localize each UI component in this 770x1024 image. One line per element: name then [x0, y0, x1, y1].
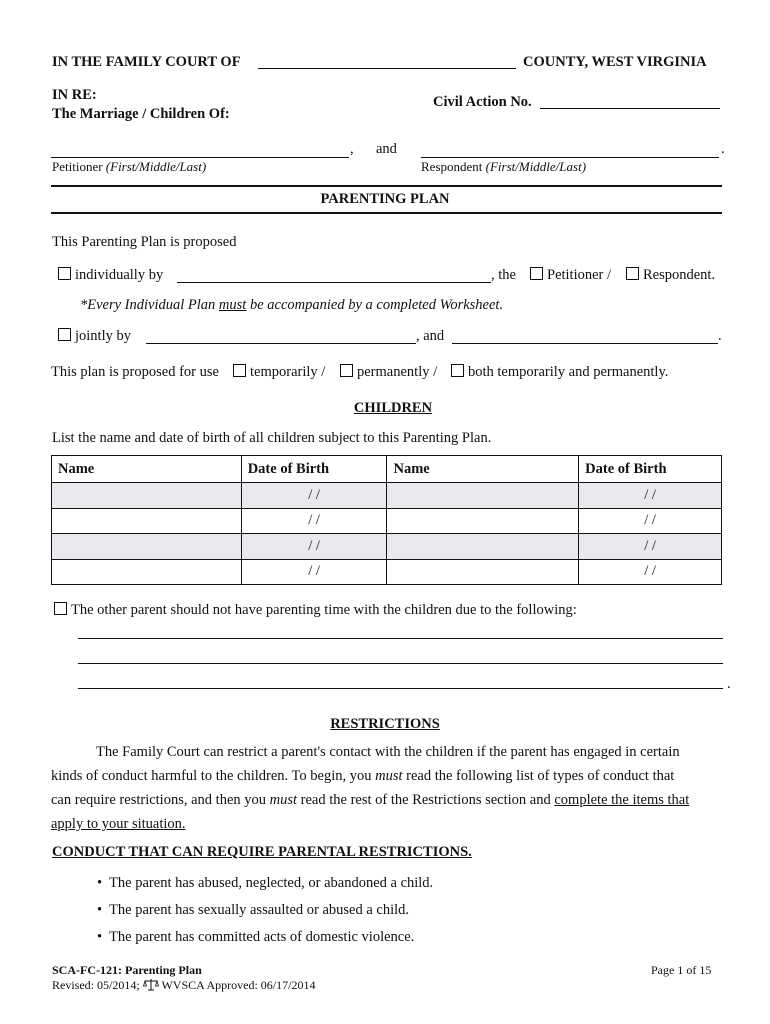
restrictions-line-4: apply to your situation. [51, 816, 186, 832]
individually-row: individually by [58, 267, 163, 284]
permanently-checkbox[interactable] [340, 364, 353, 377]
marriage-label: The Marriage / Children Of: [52, 106, 230, 122]
reason-line-3[interactable] [78, 688, 723, 689]
table-row [52, 534, 722, 560]
temporarily-checkbox[interactable] [233, 364, 246, 377]
joint-and-label: , and [416, 328, 445, 344]
child-dob-cell[interactable]: / / [241, 534, 387, 560]
respondent-checkbox[interactable] [626, 267, 639, 280]
child-name-cell[interactable] [52, 508, 242, 534]
restrictions-line-1: The Family Court can restrict a parent's contact with the children if the parent has engaged in certain [96, 744, 680, 760]
col-dob-2: Date of Birth [579, 456, 722, 483]
respondent-period: . [721, 141, 725, 157]
col-name-1: Name [52, 456, 242, 483]
child-dob-cell[interactable]: / / [579, 508, 722, 534]
reason-period: . [727, 676, 731, 692]
child-dob-cell[interactable]: / / [579, 559, 722, 585]
respondent-name-field[interactable] [421, 157, 719, 158]
individually-checkbox[interactable] [58, 267, 71, 280]
child-dob-cell[interactable]: / / [579, 534, 722, 560]
and-label: and [376, 141, 397, 157]
use-label: This plan is proposed for use [51, 364, 219, 380]
col-dob-1: Date of Birth [241, 456, 387, 483]
the-label: , the [491, 267, 516, 283]
col-name-2: Name [387, 456, 579, 483]
restrictions-paragraph [51, 740, 723, 836]
temporarily-option: temporarily / [233, 364, 325, 381]
child-name-cell[interactable] [387, 534, 579, 560]
page-title: PARENTING PLAN [320, 191, 450, 207]
child-name-cell[interactable] [387, 559, 579, 585]
joint-party-2-field[interactable] [452, 343, 718, 344]
restrictions-line-3: can require restrictions, and then you must read the rest of the Restrictions section and complete the items that [51, 792, 690, 808]
title-rule-bottom [51, 212, 722, 214]
restrictions-line-2: kinds of conduct harmful to the children. To begin, you must read the following list of types of conduct that [51, 768, 675, 784]
respondent-option: Respondent. [626, 267, 715, 284]
conduct-heading: CONDUCT THAT CAN REQUIRE PARENTAL RESTRICTIONS. [52, 844, 472, 860]
proposal-intro: This Parenting Plan is proposed [52, 234, 237, 250]
jointly-checkbox[interactable] [58, 328, 71, 341]
revision-line: Revised: 05/2014; WVSCA Approved: 06/17/2014 [52, 978, 316, 992]
no-parenting-time-row: The other parent should not have parenting time with the children due to the following: [54, 602, 577, 619]
form-id: SCA-FC-121: Parenting Plan [52, 963, 202, 977]
table-row [52, 508, 722, 534]
page-number: Page 1 of 15 [651, 963, 712, 977]
reason-line-1[interactable] [78, 638, 723, 639]
child-name-cell[interactable] [387, 508, 579, 534]
children-heading: CHILDREN [353, 400, 433, 416]
petitioner-checkbox[interactable] [530, 267, 543, 280]
child-name-cell[interactable] [52, 483, 242, 509]
in-re-label: IN RE: [52, 87, 97, 103]
children-instruction: List the name and date of birth of all children subject to this Parenting Plan. [52, 430, 492, 446]
court-suffix: COUNTY, WEST VIRGINIA [523, 54, 707, 70]
children-table [51, 455, 722, 585]
individual-name-field[interactable] [177, 282, 491, 283]
both-checkbox[interactable] [451, 364, 464, 377]
civil-action-field[interactable] [540, 108, 720, 109]
child-name-cell[interactable] [387, 483, 579, 509]
child-dob-cell[interactable]: / / [579, 483, 722, 509]
both-option: both temporarily and permanently. [451, 364, 668, 381]
petitioner-caption: Petitioner (First/Middle/Last) [52, 159, 207, 174]
table-row [52, 559, 722, 585]
child-dob-cell[interactable]: / / [241, 508, 387, 534]
table-row [52, 483, 722, 509]
child-dob-cell[interactable]: / / [241, 483, 387, 509]
no-parenting-time-checkbox[interactable] [54, 602, 67, 615]
child-name-cell[interactable] [52, 559, 242, 585]
civil-action-label: Civil Action No. [433, 94, 532, 110]
petitioner-option: Petitioner / [530, 267, 611, 284]
joint-party-1-field[interactable] [146, 343, 416, 344]
table-header-row [52, 456, 722, 483]
reason-line-2[interactable] [78, 663, 723, 664]
conduct-bullet: • The parent has sexually assaulted or abused a child. [97, 902, 409, 919]
scales-of-justice-icon [143, 978, 159, 991]
jointly-row: jointly by [58, 328, 131, 345]
court-prefix: IN THE FAMILY COURT OF [52, 54, 241, 70]
restrictions-heading: RESTRICTIONS [330, 716, 440, 732]
title-rule-top [51, 185, 722, 187]
county-field[interactable] [258, 68, 516, 69]
joint-period: . [718, 328, 722, 344]
permanently-option: permanently / [340, 364, 437, 381]
child-dob-cell[interactable]: / / [241, 559, 387, 585]
conduct-bullet: • The parent has abused, neglected, or abandoned a child. [97, 875, 433, 892]
worksheet-note: *Every Individual Plan must be accompanied by a completed Worksheet. [80, 297, 504, 313]
conduct-bullet: • The parent has committed acts of domestic violence. [97, 929, 414, 946]
petitioner-name-field[interactable] [51, 157, 349, 158]
respondent-caption: Respondent (First/Middle/Last) [421, 159, 587, 174]
petitioner-comma: , [350, 141, 354, 157]
child-name-cell[interactable] [52, 534, 242, 560]
